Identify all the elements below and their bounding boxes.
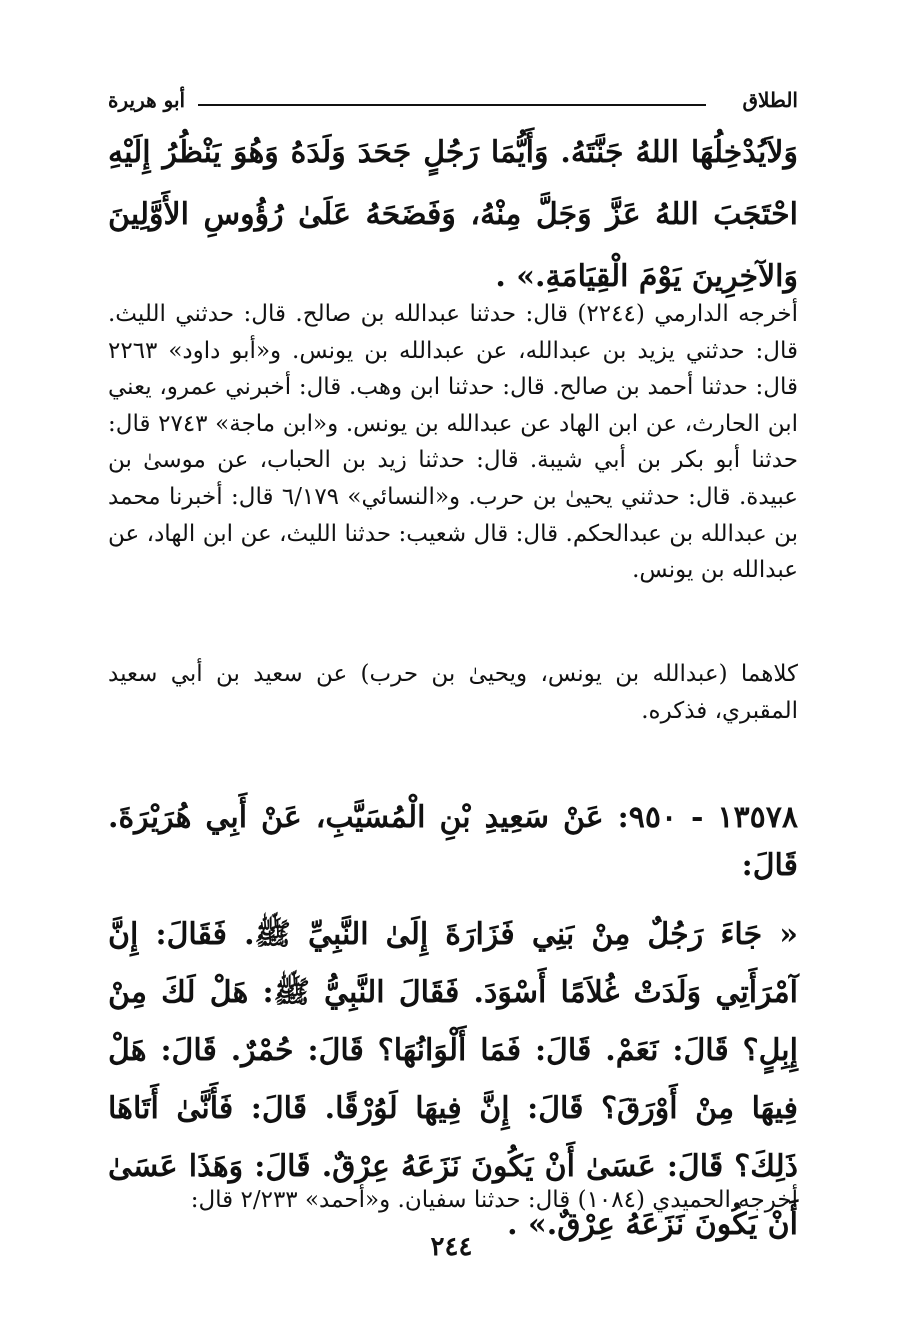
- hadith-text: « جَاءَ رَجُلٌ مِنْ بَنِي فَزَارَةَ إِلَىٰ النَّبِيِّ ﷺ. فَقَالَ: إِنَّ آمْرَأَتِي وَلَدَتْ غُلاَمًا أَسْوَدَ. فَقَالَ النَّبِيُّ ﷺ: هَلْ لَكَ مِنْ إِبِلٍ؟ قَالَ: نَعَمْ. قَالَ: فَمَا أَلْوَانُهَا؟ قَالَ: حُمْرٌ. قَالَ: هَلْ فِيهَا مِنْ أَوْرَقَ؟ قَالَ: إِنَّ فِيهَا لَوُرْقًا. قَالَ: فَأَنَّىٰ أَتَاهَا ذَلِكَ؟ قَالَ: عَسَىٰ أَنْ يَكُونَ نَزَعَهُ عِرْقٌ. قَالَ: وَهَذَا عَسَىٰ أَنْ يَكُونَ نَزَعَهُ عِرْقٌ.» .: [108, 917, 798, 1242]
- narrator-title: أبو هريرة: [108, 88, 186, 112]
- previous-hadith-ending: وَلاَيُدْخِلُهَا اللهُ جَنَّتَهُ. وَأَيُّمَا رَجُلٍ جَحَدَ وَلَدَهُ وَهُوَ يَنْظُرُ إِلَيْهِ احْتَجَبَ اللهُ عَزَّ وَجَلَّ مِنْهُ، وَفَضَحَهُ عَلَىٰ رُؤُوسِ الأَوَّلِينَ وَالآخِرِينَ يَوْمَ الْقِيَامَةِ.» .: [108, 135, 798, 294]
- takhrij-summary-paragraph: كلاهما (عبدالله بن يونس، ويحيىٰ بن حرب) عن سعيد بن أبي سعيد المقبري، فذكره.: [108, 661, 798, 724]
- takhrij-current-hadith: أخرجه الحميدي (١٠٨٤) قال: حدثنا سفيان. و«أحمد» ٢/٢٣٣ قال:: [190, 1187, 798, 1213]
- chapter-title: الطلاق: [742, 88, 798, 112]
- hadith-heading: ١٣٥٧٨ - ٩٥٠: عَنْ سَعِيدِ بْنِ الْمُسَيَّبِ، عَنْ أَبِي هُرَيْرَةَ. قَالَ:: [108, 800, 798, 883]
- takhrij-paragraph: أخرجه الدارمي (٢٢٤٤) قال: حدثنا عبدالله بن صالح. قال: حدثني الليث. قال: حدثني يزيد بن عبدالله، عن عبدالله بن يونس. و«أبو داود» ٢٢٦٣ قال: حدثنا أحمد بن صالح. قال: حدثنا ابن وهب. قال: أخبرني عمرو، يعني ابن الحارث، عن ابن الهاد عن عبدالله بن يونس. و«ابن ماجة» ٢٧٤٣ قال: حدثنا أبو بكر بن أبي شيبة. قال: حدثنا زيد بن الحباب، عن موسىٰ بن عبيدة. قال: حدثني يحيىٰ بن حرب. و«النسائي» ٦/١٧٩ قال: أخبرنا محمد بن عبدالله بن عبدالحكم. قال: قال شعيب: حدثنا الليث، عن ابن الهاد، عن عبدالله بن يونس.: [108, 301, 799, 584]
- header-rule: [198, 104, 706, 106]
- page-number: ٢٤٤: [430, 1232, 473, 1262]
- running-header: [108, 88, 798, 118]
